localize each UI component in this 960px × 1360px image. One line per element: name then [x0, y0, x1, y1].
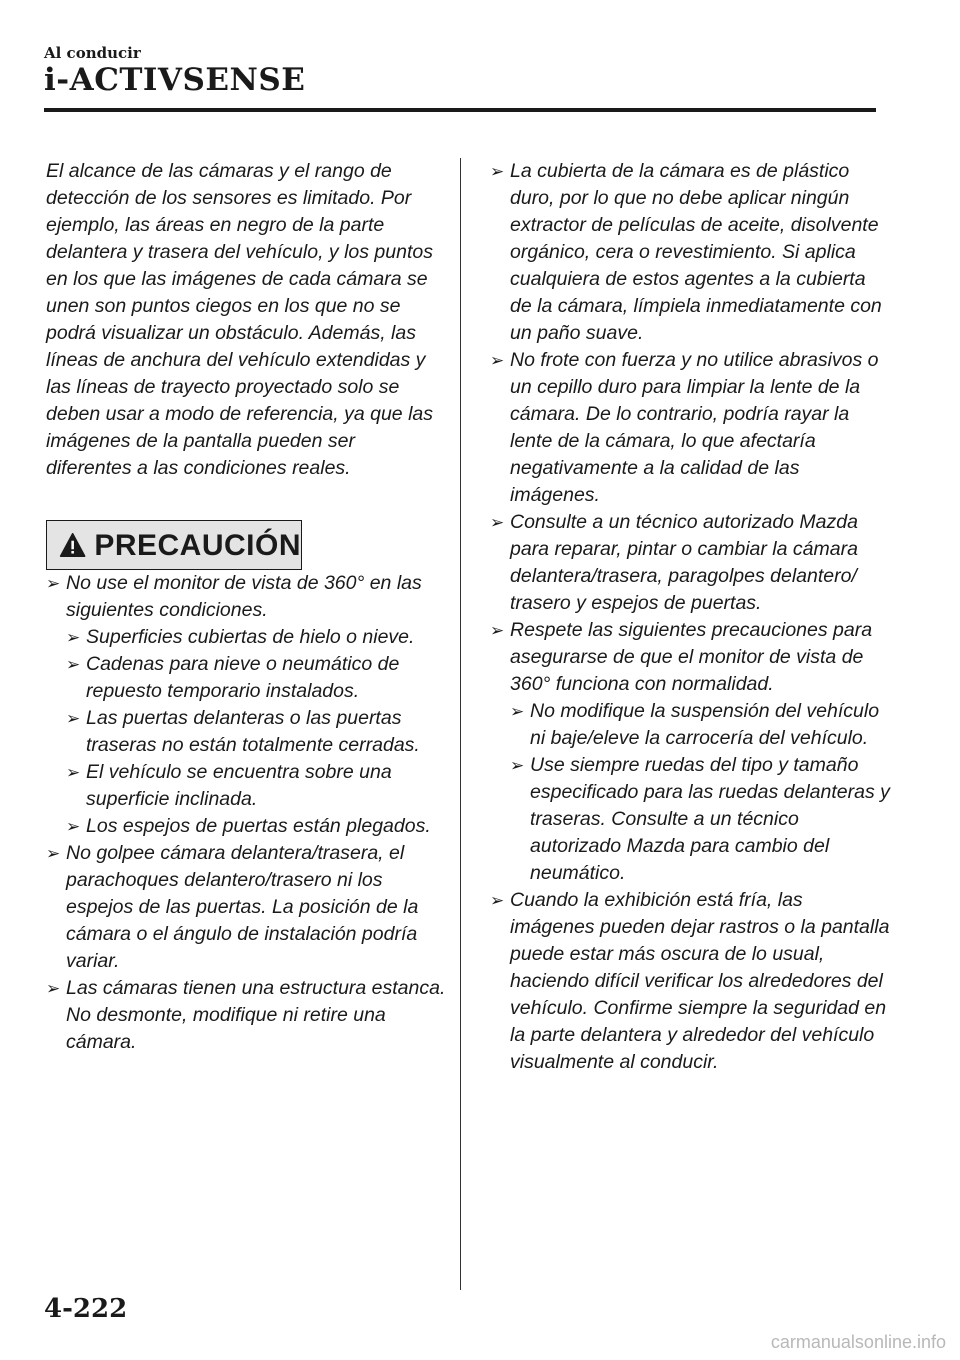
- list-item: [510, 698, 890, 752]
- triangle-bullet-icon: ➢: [510, 702, 525, 721]
- list-item-text: No frote con fuerza y no utilice abrasivos o un cepillo duro para limpiar la lente de la cámara. De lo contrario, podría rayar la lente de la cámara, lo que afectaría negativamente a la calidad de las imágenes.: [510, 349, 879, 506]
- triangle-bullet-icon: ➢: [490, 621, 505, 640]
- triangle-bullet-icon: ➢: [66, 817, 81, 836]
- triangle-bullet-icon: ➢: [66, 655, 81, 674]
- list-item-text: El vehículo se encuentra sobre una superficie inclinada.: [86, 761, 392, 810]
- list-item: [46, 570, 446, 840]
- warning-triangle-icon: [59, 530, 86, 560]
- list-item-text: Las puertas delanteras o las puertas traseras no están totalmente cerradas.: [86, 707, 420, 756]
- list-item-text: La cubierta de la cámara es de plástico duro, por lo que no debe aplicar ningún extractor de películas de aceite, disolvente orgánico, cera o revestimiento. Si aplica cualquiera de estos agentes a la cubierta de la cámara, límpiela inmediatamente con un paño suave.: [510, 160, 882, 344]
- triangle-bullet-icon: ➢: [490, 162, 505, 181]
- list-item: [490, 158, 890, 347]
- list-item: [510, 752, 890, 887]
- column-divider: [460, 158, 461, 1290]
- caution-box: [46, 520, 302, 570]
- list-item-text: Superficies cubiertas de hielo o nieve.: [86, 626, 415, 648]
- section-label: Al conducir: [44, 44, 141, 62]
- list-item: [66, 813, 446, 840]
- intro-text: El alcance de las cámaras y el rango de detección de los sensores es limitado. Por ejemplo, las áreas en negro de la parte delantera y trasera del vehículo, y los puntos en los que las imágenes de cada cámara se unen son puntos ciegos en los que no se podrá visualizar un obstáculo. Además, las líneas de anchura del vehículo extendidas y las líneas de trayecto proyectado solo se deben usar a modo de referencia, ya que las imágenes de la pantalla pueden ser diferentes a las condiciones reales.: [46, 160, 434, 479]
- list-item: [46, 840, 446, 975]
- list-item: [66, 759, 446, 813]
- watermark[interactable]: carmanualsonline.info: [770, 1332, 946, 1352]
- caution-list: [46, 570, 446, 1056]
- list-item-text: Use siempre ruedas del tipo y tamaño especificado para las ruedas delanteras y traseras. Consulte a un técnico autorizado Mazda para cambio del neumático.: [530, 754, 890, 884]
- triangle-bullet-icon: ➢: [46, 574, 61, 593]
- intro-paragraph: [46, 158, 446, 482]
- right-column: [490, 158, 890, 1076]
- caution-label: PRECAUCIÓN: [94, 528, 301, 562]
- list-item-text: Respete las siguientes precauciones para asegurarse de que el monitor de vista de 360° funciona con normalidad.: [510, 619, 873, 695]
- list-item-text: Cadenas para nieve o neumático de repuesto temporario instalados.: [86, 653, 400, 702]
- list-item: [490, 617, 890, 887]
- list-item: [66, 705, 446, 759]
- left-column: [46, 158, 446, 1056]
- list-item: [490, 509, 890, 617]
- list-item-text: Cuando la exhibición está fría, las imágenes pueden dejar rastros o la pantalla puede estar más oscura de lo usual, haciendo difícil verificar los alrededores del vehículo. Confirme siempre la seguridad en la parte delantera y alrededor del vehículo visualmente al conducir.: [510, 889, 890, 1073]
- triangle-bullet-icon: ➢: [510, 756, 525, 775]
- list-item: [490, 347, 890, 509]
- list-item-text: No use el monitor de vista de 360° en las siguientes condiciones.: [66, 572, 422, 621]
- list-item-text: Las cámaras tienen una estructura estanca. No desmonte, modifique ni retire una cámara.: [66, 977, 446, 1053]
- triangle-bullet-icon: ➢: [66, 628, 81, 647]
- list-item-text: Los espejos de puertas están plegados.: [86, 815, 431, 837]
- list-item-text: No modifique la suspensión del vehículo ni baje/eleve la carrocería del vehículo.: [530, 700, 880, 749]
- triangle-bullet-icon: ➢: [46, 844, 61, 863]
- triangle-bullet-icon: ➢: [490, 513, 505, 532]
- list-item: [490, 887, 890, 1076]
- list-item: [46, 975, 446, 1056]
- page-number: 4-222: [44, 1294, 128, 1324]
- triangle-bullet-icon: ➢: [490, 891, 505, 910]
- caution-list-continued: [490, 158, 890, 1076]
- header-rule: [44, 108, 876, 112]
- list-item: [66, 624, 446, 651]
- sub-list: [510, 698, 890, 887]
- chapter-title: i-ACTIVSENSE: [44, 62, 306, 98]
- triangle-bullet-icon: ➢: [46, 979, 61, 998]
- list-item-text: No golpee cámara delantera/trasera, el parachoques delantero/trasero ni los espejos de las puertas. La posición de la cámara o el ángulo de instalación podría variar.: [66, 842, 419, 972]
- triangle-bullet-icon: ➢: [66, 763, 81, 782]
- list-item-text: Consulte a un técnico autorizado Mazda para reparar, pintar o cambiar la cámara delantera/trasera, paragolpes delantero/ trasero y espejos de puertas.: [510, 511, 858, 614]
- list-item: [66, 651, 446, 705]
- triangle-bullet-icon: ➢: [66, 709, 81, 728]
- triangle-bullet-icon: ➢: [490, 351, 505, 370]
- sub-list: [66, 624, 446, 840]
